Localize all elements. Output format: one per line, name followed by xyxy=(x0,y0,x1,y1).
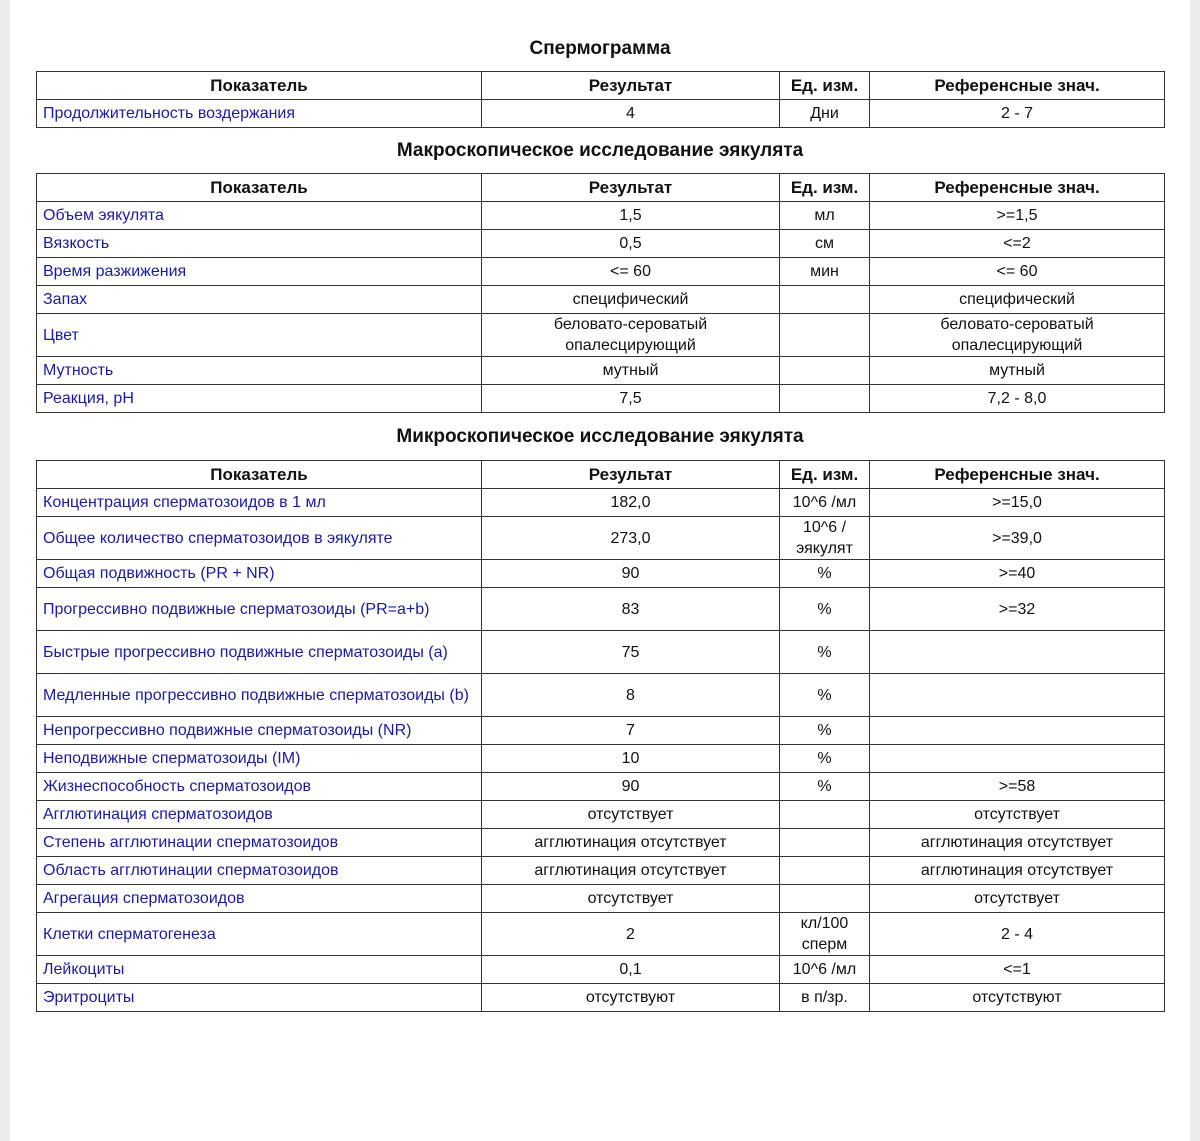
row-result: агглютинация отсутствует xyxy=(482,829,780,857)
row-reference: 2 - 7 xyxy=(870,100,1165,128)
row-result: 83 xyxy=(482,588,780,631)
table-row xyxy=(37,631,1165,674)
row-name: Общее количество сперматозоидов в эякуляте xyxy=(37,517,482,560)
row-unit xyxy=(780,385,870,413)
table-row xyxy=(37,984,1165,1012)
row-unit xyxy=(780,314,870,357)
row-unit: в п/зр. xyxy=(780,984,870,1012)
row-reference xyxy=(870,674,1165,717)
table-row xyxy=(37,773,1165,801)
table-header xyxy=(37,461,1165,489)
row-name: Цвет xyxy=(37,314,482,357)
row-reference: >=58 xyxy=(870,773,1165,801)
header-result: Результат xyxy=(482,174,780,202)
table-row xyxy=(37,357,1165,385)
table-row xyxy=(37,801,1165,829)
row-result: 4 xyxy=(482,100,780,128)
header-result: Результат xyxy=(482,461,780,489)
table-row xyxy=(37,717,1165,745)
table-row xyxy=(37,857,1165,885)
table-row xyxy=(37,286,1165,314)
row-unit xyxy=(780,885,870,913)
row-name: Общая подвижность (PR + NR) xyxy=(37,560,482,588)
row-result: отсутствует xyxy=(482,885,780,913)
row-name: Агглютинация сперматозоидов xyxy=(37,801,482,829)
header-indicator: Показатель xyxy=(37,72,482,100)
row-reference: >=32 xyxy=(870,588,1165,631)
row-unit: 10^6 /мл xyxy=(780,956,870,984)
table-row xyxy=(37,745,1165,773)
row-result: 7,5 xyxy=(482,385,780,413)
row-result: <= 60 xyxy=(482,258,780,286)
row-unit: % xyxy=(780,631,870,674)
row-result: 182,0 xyxy=(482,489,780,517)
row-reference: 7,2 - 8,0 xyxy=(870,385,1165,413)
document-title: Спермограмма xyxy=(529,38,671,59)
row-reference: >=40 xyxy=(870,560,1165,588)
row-reference xyxy=(870,631,1165,674)
row-unit: % xyxy=(780,773,870,801)
macroscopic-table xyxy=(36,173,1165,413)
row-result: агглютинация отсутствует xyxy=(482,857,780,885)
row-unit: % xyxy=(780,674,870,717)
row-unit xyxy=(780,357,870,385)
row-name: Объем эякулята xyxy=(37,202,482,230)
table-row xyxy=(37,258,1165,286)
row-name: Время разжижения xyxy=(37,258,482,286)
row-name: Вязкость xyxy=(37,230,482,258)
section-title-macroscopic: Макроскопическое исследование эякулята xyxy=(396,140,804,161)
row-reference: 2 - 4 xyxy=(870,913,1165,956)
row-name: Клетки сперматогенеза xyxy=(37,913,482,956)
row-reference xyxy=(870,717,1165,745)
row-result: 75 xyxy=(482,631,780,674)
row-result: отсутствует xyxy=(482,801,780,829)
row-reference: <=1 xyxy=(870,956,1165,984)
section-title-microscopic: Микроскопическое исследование эякулята xyxy=(396,426,804,447)
row-result: 90 xyxy=(482,773,780,801)
microscopic-table xyxy=(36,460,1165,1012)
table-row xyxy=(37,674,1165,717)
row-result: специфический xyxy=(482,286,780,314)
row-unit: % xyxy=(780,588,870,631)
table-row xyxy=(37,829,1165,857)
row-reference: агглютинация отсутствует xyxy=(870,829,1165,857)
table-row xyxy=(37,230,1165,258)
header-result: Результат xyxy=(482,72,780,100)
row-unit: мл xyxy=(780,202,870,230)
row-result: 10 xyxy=(482,745,780,773)
abstinence-table xyxy=(36,71,1165,128)
row-result: 8 xyxy=(482,674,780,717)
header-reference: Референсные знач. xyxy=(870,72,1165,100)
row-reference: отсутствует xyxy=(870,885,1165,913)
row-result: беловато-сероватый опалесцирующий xyxy=(482,314,780,357)
header-indicator: Показатель xyxy=(37,174,482,202)
row-unit: % xyxy=(780,745,870,773)
table-row xyxy=(37,956,1165,984)
row-reference: >=15,0 xyxy=(870,489,1165,517)
row-reference: <= 60 xyxy=(870,258,1165,286)
row-unit: кл/100 сперм xyxy=(780,913,870,956)
table-row xyxy=(37,314,1165,357)
header-reference: Референсные знач. xyxy=(870,461,1165,489)
row-reference: агглютинация отсутствует xyxy=(870,857,1165,885)
row-name: Агрегация сперматозоидов xyxy=(37,885,482,913)
row-name: Непрогрессивно подвижные сперматозоиды (NR) xyxy=(37,717,482,745)
row-name: Область агглютинации сперматозоидов xyxy=(37,857,482,885)
table-header xyxy=(37,174,1165,202)
row-unit: 10^6 /эякулят xyxy=(780,517,870,560)
row-name: Запах xyxy=(37,286,482,314)
row-reference: >=39,0 xyxy=(870,517,1165,560)
table-row xyxy=(37,385,1165,413)
row-unit: % xyxy=(780,717,870,745)
row-result: 2 xyxy=(482,913,780,956)
row-name: Неподвижные сперматозоиды (IM) xyxy=(37,745,482,773)
row-result: 1,5 xyxy=(482,202,780,230)
row-result: 0,1 xyxy=(482,956,780,984)
row-result: отсутствуют xyxy=(482,984,780,1012)
row-name: Концентрация сперматозоидов в 1 мл xyxy=(37,489,482,517)
header-indicator: Показатель xyxy=(37,461,482,489)
row-unit: 10^6 /мл xyxy=(780,489,870,517)
row-result: 0,5 xyxy=(482,230,780,258)
header-unit: Ед. изм. xyxy=(780,174,870,202)
row-name: Прогрессивно подвижные сперматозоиды (PR=a+b) xyxy=(37,588,482,631)
table-row xyxy=(37,100,1165,128)
header-unit: Ед. изм. xyxy=(780,72,870,100)
row-name: Эритроциты xyxy=(37,984,482,1012)
row-reference: отсутствуют xyxy=(870,984,1165,1012)
row-name: Реакция, pH xyxy=(37,385,482,413)
row-unit xyxy=(780,829,870,857)
row-name: Мутность xyxy=(37,357,482,385)
row-unit xyxy=(780,286,870,314)
report-page xyxy=(10,0,1190,1141)
row-name: Степень агглютинации сперматозоидов xyxy=(37,829,482,857)
header-unit: Ед. изм. xyxy=(780,461,870,489)
table-row xyxy=(37,588,1165,631)
row-name: Медленные прогрессивно подвижные сперматозоиды (b) xyxy=(37,674,482,717)
table-row xyxy=(37,517,1165,560)
header-reference: Референсные знач. xyxy=(870,174,1165,202)
row-unit xyxy=(780,801,870,829)
row-reference: <=2 xyxy=(870,230,1165,258)
row-reference: мутный xyxy=(870,357,1165,385)
row-result: 7 xyxy=(482,717,780,745)
row-unit: мин xyxy=(780,258,870,286)
table-header xyxy=(37,72,1165,100)
row-reference xyxy=(870,745,1165,773)
row-name: Быстрые прогрессивно подвижные сперматозоиды (a) xyxy=(37,631,482,674)
row-result: 90 xyxy=(482,560,780,588)
row-name: Лейкоциты xyxy=(37,956,482,984)
row-result: 273,0 xyxy=(482,517,780,560)
row-reference: беловато-сероватый опалесцирующий xyxy=(870,314,1165,357)
table-row xyxy=(37,489,1165,517)
row-result: мутный xyxy=(482,357,780,385)
row-unit xyxy=(780,857,870,885)
table-row xyxy=(37,885,1165,913)
table-row xyxy=(37,202,1165,230)
row-unit: см xyxy=(780,230,870,258)
row-reference: специфический xyxy=(870,286,1165,314)
table-row xyxy=(37,913,1165,956)
table-row xyxy=(37,560,1165,588)
row-unit: Дни xyxy=(780,100,870,128)
row-unit: % xyxy=(780,560,870,588)
row-name: Жизнеспособность сперматозоидов xyxy=(37,773,482,801)
row-name: Продолжительность воздержания xyxy=(37,100,482,128)
row-reference: >=1,5 xyxy=(870,202,1165,230)
row-reference: отсутствует xyxy=(870,801,1165,829)
